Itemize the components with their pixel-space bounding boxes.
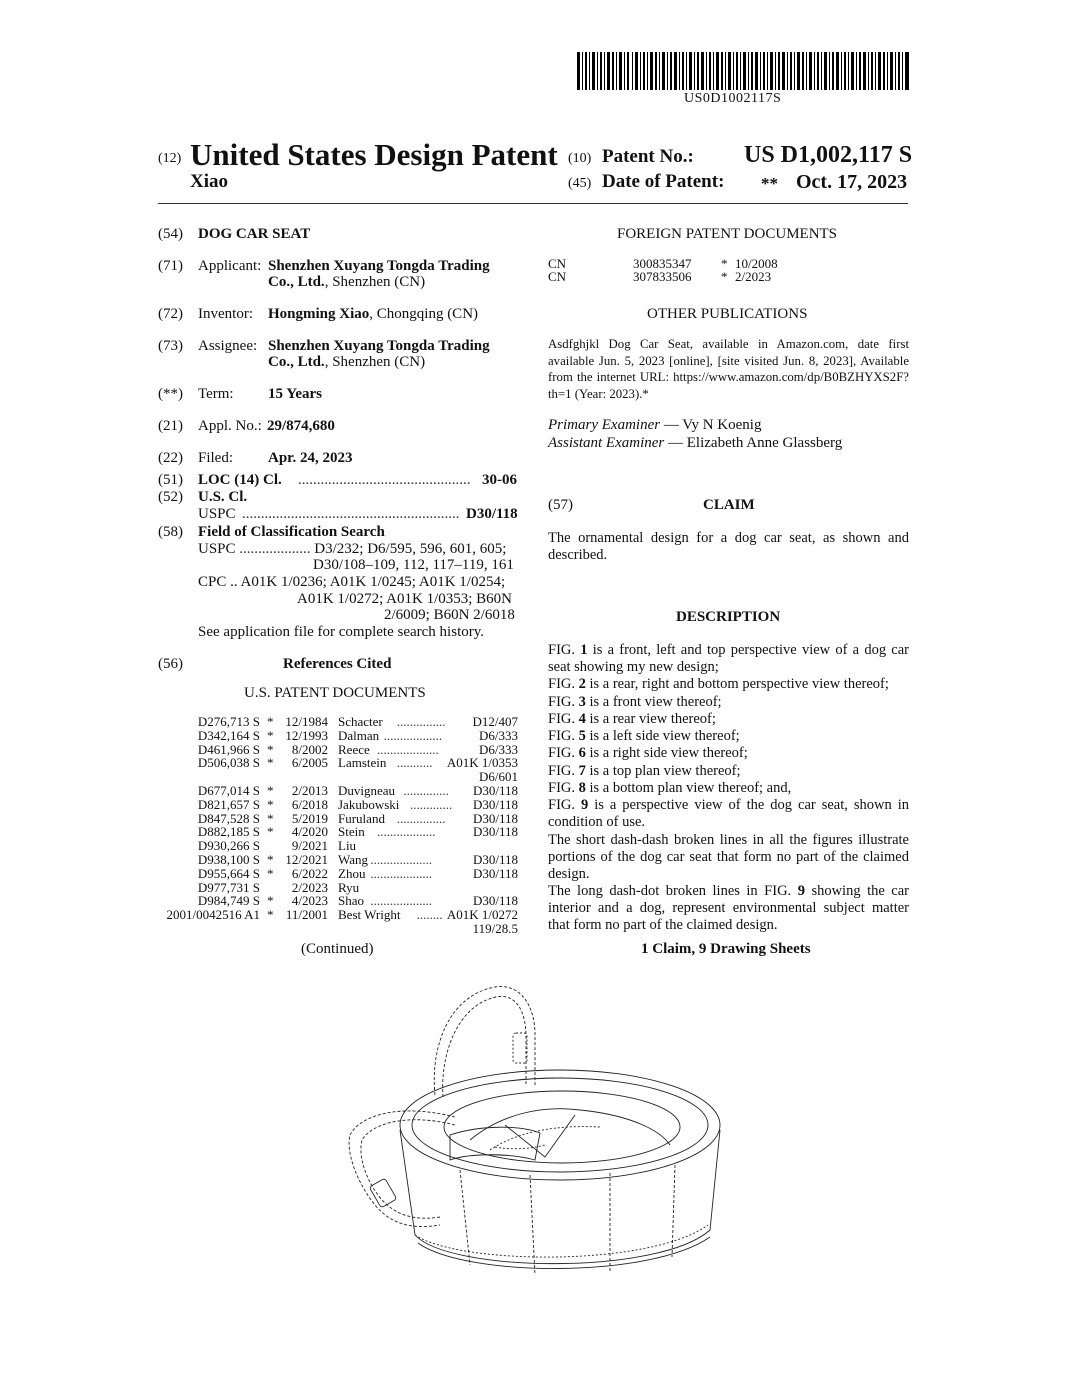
- reference-number: D938,100 S: [197, 852, 260, 867]
- code-72: (72): [158, 306, 183, 322]
- document-title: United States Design Patent: [190, 137, 558, 172]
- reference-number: D276,713 S: [197, 714, 260, 729]
- reference-star: *: [267, 907, 274, 923]
- code-45: (45): [568, 176, 592, 191]
- reference-class: D30/118: [472, 783, 518, 798]
- applicant-name-line2: Co., Ltd., Shenzhen (CN): [268, 274, 426, 290]
- code-73: (73): [158, 338, 183, 354]
- reference-star: *: [267, 852, 274, 867]
- description-item: FIG. 2 is a rear, right and bottom perspective view thereof;: [548, 676, 889, 693]
- reference-number: D461,966 S: [197, 741, 260, 757]
- code-22: (22): [158, 450, 183, 466]
- loc-leader: ..............................................: [298, 472, 471, 488]
- reference-leader: ..................: [383, 727, 443, 743]
- primary-examiner: Primary Examiner — Vy N Koenig: [548, 417, 762, 433]
- reference-row: [0, 797, 1080, 811]
- reference-leader: ...........: [396, 755, 433, 771]
- reference-name: Duvigneau: [338, 783, 396, 798]
- foreign-docs-heading: FOREIGN PATENT DOCUMENTS: [617, 226, 838, 242]
- field-search-line2: D30/108–109, 112, 117–119, 161: [313, 557, 514, 573]
- field-search-line3: CPC .. A01K 1/0236; A01K 1/0245; A01K 1/0254;: [198, 574, 506, 590]
- term-value: 15 Years: [268, 386, 323, 402]
- code-52: (52): [158, 489, 183, 505]
- foreign-number: 300835347: [633, 256, 692, 271]
- field-search-line6: See application file for complete search history.: [198, 624, 485, 640]
- code-12: (12): [158, 151, 182, 166]
- reference-class: D6/333: [479, 741, 518, 757]
- code-51: (51): [158, 472, 183, 488]
- applicant-label: Applicant:: [198, 258, 262, 274]
- reference-row: [0, 783, 1080, 797]
- reference-row: [0, 880, 1080, 894]
- foreign-star: *: [721, 269, 728, 284]
- reference-leader: ..............: [403, 783, 449, 798]
- uspc-label: USPC: [198, 506, 236, 522]
- foreign-date: 10/2008: [735, 256, 778, 271]
- reference-number: D882,185 S: [197, 824, 260, 840]
- filed-label: Filed:: [198, 450, 234, 466]
- assistant-examiner: Assistant Examiner — Elizabeth Anne Glassberg: [548, 435, 843, 451]
- reference-leader: ...................: [370, 852, 433, 867]
- assignee-label: Assignee:: [198, 338, 258, 354]
- reference-leader: ...............: [396, 714, 446, 729]
- reference-row: [0, 728, 1080, 742]
- foreign-country: CN: [548, 256, 567, 271]
- reference-name: Zhou: [338, 865, 366, 881]
- code-10: (10): [568, 151, 592, 166]
- reference-star: *: [267, 893, 274, 909]
- reference-leader: ...................: [370, 893, 433, 909]
- reference-date: 12/1993: [285, 727, 328, 743]
- barcode: [577, 52, 909, 90]
- reference-leader: .............: [410, 796, 453, 812]
- uspc-value: D30/118: [466, 506, 518, 522]
- reference-leader: ..................: [377, 824, 436, 840]
- foreign-number: 307833506: [633, 269, 692, 284]
- reference-class: D6/333: [479, 727, 518, 743]
- reference-star: *: [267, 796, 274, 812]
- date-label: Date of Patent:: [602, 171, 725, 192]
- reference-star: *: [267, 714, 274, 729]
- code-71: (71): [158, 258, 183, 274]
- appl-number: 29/874,680: [267, 418, 335, 434]
- reference-row: [0, 755, 1080, 769]
- description-item: FIG. 8 is a bottom plan view thereof; and,: [548, 780, 792, 797]
- loc-value: 30-06: [482, 472, 517, 488]
- reference-class: D30/118: [472, 824, 518, 840]
- reference-row: [0, 921, 1080, 935]
- reference-date: 9/2021: [291, 838, 328, 854]
- reference-date: 8/2002: [291, 741, 328, 757]
- field-search-line5: 2/6009; B60N 2/6018: [384, 607, 515, 623]
- reference-name: Liu: [338, 838, 357, 854]
- reference-row: [0, 852, 1080, 866]
- code-57: (57): [548, 497, 573, 513]
- description-item: FIG. 9 is a perspective view of the dog car seat, shown in condition of use.: [548, 797, 909, 831]
- other-publications-heading: OTHER PUBLICATIONS: [647, 306, 808, 322]
- barcode-number: US0D1002117S: [684, 91, 782, 106]
- reference-star: *: [267, 783, 274, 798]
- reference-row: [0, 824, 1080, 838]
- reference-number: D955,664 S: [197, 865, 260, 881]
- description-item: FIG. 4 is a rear view thereof;: [548, 710, 716, 727]
- reference-row: [0, 811, 1080, 825]
- dog-car-seat-drawing: [330, 975, 730, 1280]
- reference-star: *: [267, 741, 274, 757]
- claims-sheets-count: 1 Claim, 9 Drawing Sheets: [641, 941, 811, 957]
- reference-name: Best Wright: [338, 907, 401, 923]
- reference-row: [0, 907, 1080, 921]
- us-patent-docs-heading: U.S. PATENT DOCUMENTS: [244, 685, 426, 701]
- note-short-dash: The short dash-dash broken lines in all the figures illustrate portions of the dog car seat that form no part of the claimed design.: [548, 831, 909, 882]
- reference-class: D30/118: [472, 865, 518, 881]
- description-item: FIG. 3 is a front view thereof;: [548, 693, 722, 710]
- reference-class: D12/407: [472, 714, 518, 729]
- reference-name: Ryu: [338, 879, 360, 895]
- reference-number: D847,528 S: [197, 810, 260, 826]
- applicant-name: Shenzhen Xuyang Tongda Trading: [268, 258, 490, 274]
- reference-class: D6/601: [479, 769, 518, 785]
- reference-date: 4/2023: [291, 893, 328, 909]
- field-search-line4: A01K 1/0272; A01K 1/0353; B60N: [297, 591, 513, 607]
- reference-name: Wang: [338, 852, 368, 867]
- reference-number: D821,657 S: [197, 796, 260, 812]
- inventor-name: Hongming Xiao, Chongqing (CN): [268, 306, 479, 322]
- claim-heading: CLAIM: [703, 497, 755, 513]
- reference-star: *: [267, 824, 274, 840]
- code-21: (21): [158, 418, 183, 434]
- other-publication-entry: Asdfghjkl Dog Car Seat, available in Amazon.com, date first available Jun. 5, 2023 [online], [site visited Jun. 8, 2023], Available from the internet URL: https://www.amazon.com/dp/B0BZHYXS2F?th=1 (Year: 2023).*: [548, 337, 909, 401]
- reference-leader: ...............: [396, 810, 446, 826]
- reference-number: D342,164 S: [197, 727, 260, 743]
- loc-label: LOC (14) Cl.: [198, 472, 282, 488]
- reference-class: D30/118: [472, 810, 518, 826]
- note-long-dash: The long dash-dot broken lines in FIG. 9 showing the car interior and a dog, represent environmental subject matter that form no part of the claimed design.: [548, 882, 909, 933]
- reference-date: 6/2005: [291, 755, 328, 771]
- reference-star: *: [267, 865, 274, 881]
- patent-no-label: Patent No.:: [602, 146, 694, 167]
- reference-class: A01K 1/0272: [446, 907, 518, 923]
- reference-date: 12/2021: [285, 852, 328, 867]
- reference-number: D677,014 S: [197, 783, 260, 798]
- reference-class: D30/118: [472, 893, 518, 909]
- description-item: FIG. 6 is a right side view thereof;: [548, 745, 748, 762]
- reference-leader: ........: [416, 907, 443, 923]
- reference-row: [0, 769, 1080, 783]
- reference-star: *: [267, 727, 274, 743]
- date-star: **: [761, 174, 778, 193]
- field-search-label: Field of Classification Search: [198, 524, 385, 540]
- reference-name: Schacter: [338, 714, 383, 729]
- term-label: Term:: [198, 386, 234, 402]
- reference-date: 2/2013: [291, 783, 328, 798]
- code-54: (54): [158, 226, 183, 242]
- reference-name: Lamstein: [338, 755, 387, 771]
- reference-number: D930,266 S: [197, 838, 260, 854]
- reference-date: 4/2020: [291, 824, 328, 840]
- reference-class: A01K 1/0353: [446, 755, 518, 771]
- assignee-name-line2: Co., Ltd., Shenzhen (CN): [268, 354, 426, 370]
- uspc-leader: ..........................................................: [242, 506, 460, 522]
- description-heading: DESCRIPTION: [676, 609, 781, 625]
- reference-class: D30/118: [472, 796, 518, 812]
- reference-star: *: [267, 755, 274, 771]
- appl-label: Appl. No.:: [198, 418, 262, 434]
- reference-date: 6/2018: [291, 796, 328, 812]
- filed-date: Apr. 24, 2023: [268, 450, 353, 466]
- foreign-country: CN: [548, 269, 567, 284]
- reference-leader: ...................: [377, 741, 439, 757]
- us-cl-label: U.S. Cl.: [198, 489, 248, 505]
- reference-row: [0, 893, 1080, 907]
- reference-name: Reece: [338, 741, 370, 757]
- reference-name: Jakubowski: [338, 796, 400, 812]
- reference-name: Furuland: [338, 810, 385, 826]
- patent-date: Oct. 17, 2023: [796, 171, 908, 193]
- inventor-surname: Xiao: [190, 171, 228, 192]
- reference-row: [0, 838, 1080, 852]
- inventor-label: Inventor:: [198, 306, 253, 322]
- header-rule: [158, 203, 908, 204]
- reference-date: 12/1984: [285, 714, 328, 729]
- reference-row: [0, 866, 1080, 880]
- reference-star: *: [267, 810, 274, 826]
- code-56: (56): [158, 656, 183, 672]
- reference-date: 11/2001: [285, 907, 328, 923]
- references-heading: References Cited: [283, 656, 392, 672]
- reference-class: D30/118: [472, 852, 518, 867]
- patent-number: US D1,002,117 S: [744, 142, 913, 168]
- description-item: FIG. 1 is a front, left and top perspective view of a dog car seat showing my new design;: [548, 642, 909, 675]
- reference-leader: ...................: [370, 865, 433, 881]
- foreign-date: 2/2023: [735, 269, 772, 284]
- reference-name: Shao: [338, 893, 364, 909]
- reference-number: D506,038 S: [197, 755, 260, 771]
- continued-label: (Continued): [301, 941, 374, 957]
- reference-number: D984,749 S: [197, 893, 260, 909]
- description-item: FIG. 7 is a top plan view thereof;: [548, 762, 741, 779]
- reference-date: 6/2022: [291, 865, 328, 881]
- description-list: [548, 642, 909, 934]
- reference-number: D977,731 S: [197, 879, 260, 895]
- reference-class: 119/28.5: [472, 921, 518, 936]
- reference-name: Stein: [338, 824, 365, 840]
- assignee-name: Shenzhen Xuyang Tongda Trading: [268, 338, 490, 354]
- reference-name: Dalman: [338, 727, 380, 743]
- reference-date: 2/2023: [291, 879, 328, 895]
- code-58: (58): [158, 524, 183, 540]
- foreign-star: *: [721, 256, 728, 271]
- reference-row: [0, 714, 1080, 728]
- code-term: (**): [158, 386, 183, 402]
- description-item: FIG. 5 is a left side view thereof;: [548, 728, 740, 745]
- title-field: DOG CAR SEAT: [198, 226, 311, 242]
- claim-text: The ornamental design for a dog car seat, as shown and described.: [548, 530, 909, 563]
- field-search-line1: USPC ................... D3/232; D6/595, 596, 601, 605;: [198, 541, 507, 557]
- reference-date: 5/2019: [291, 810, 328, 826]
- reference-number: 2001/0042516 A1: [166, 907, 260, 923]
- reference-row: [0, 742, 1080, 756]
